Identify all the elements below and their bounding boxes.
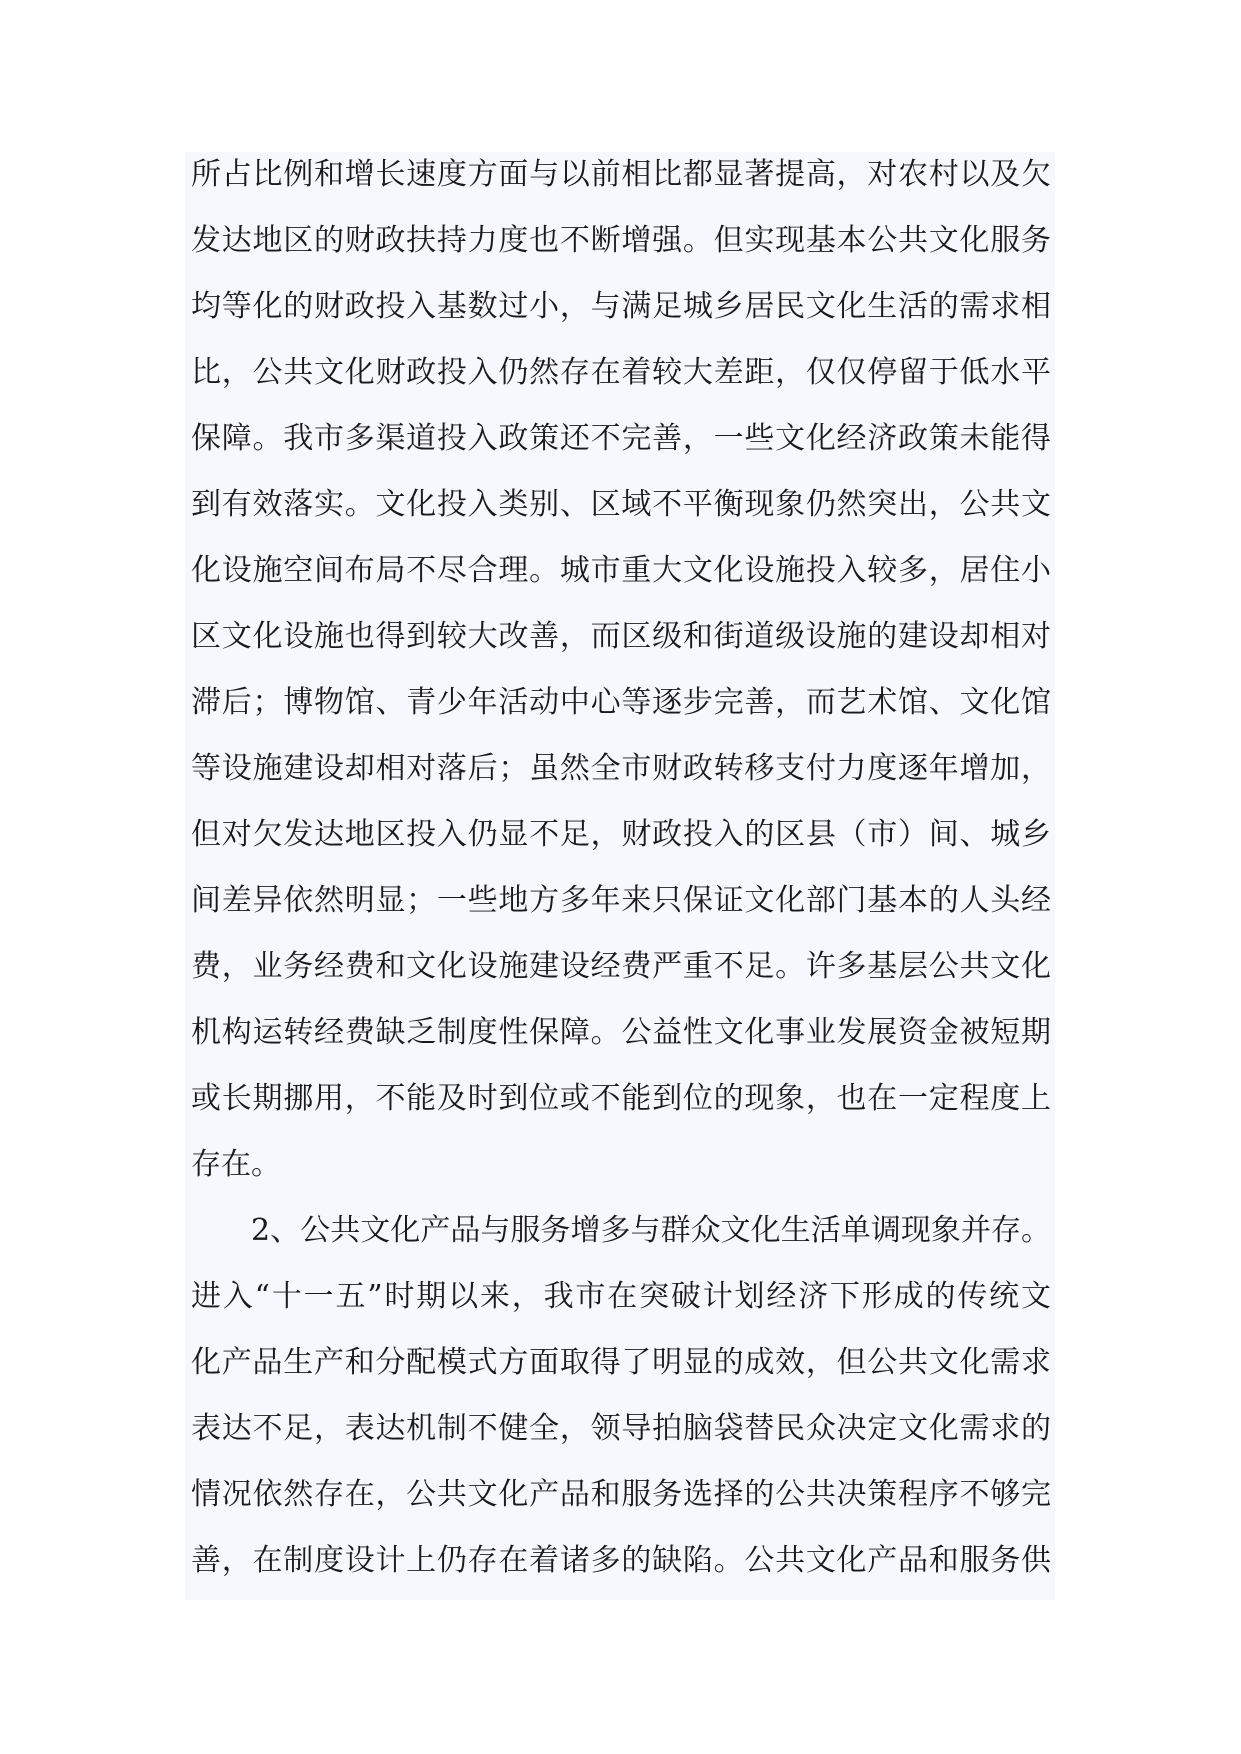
- text-line: 化设施空间布局不尽合理。城市重大文化设施投入较多，居住小: [191, 553, 1051, 588]
- text-line: 区文化设施也得到较大改善，而区级和街道级设施的建设却相对: [191, 619, 1051, 654]
- text-line: 善，在制度设计上仍存在着诸多的缺陷。公共文化产品和服务供: [191, 1543, 1051, 1578]
- text-line: 表达不足，表达机制不健全，领导拍脑袋替民众决定文化需求的: [191, 1411, 1051, 1446]
- text-line: 均等化的财政投入基数过小，与满足城乡居民文化生活的需求相: [191, 289, 1051, 324]
- text-line: 发达地区的财政扶持力度也不断增强。但实现基本公共文化服务: [191, 223, 1051, 258]
- text-line: 存在。: [191, 1147, 281, 1182]
- text-line: 滞后；博物馆、青少年活动中心等逐步完善，而艺术馆、文化馆: [191, 685, 1051, 720]
- text-line: 化产品生产和分配模式方面取得了明显的成效，但公共文化需求: [191, 1345, 1051, 1380]
- text-line: 情况依然存在，公共文化产品和服务选择的公共决策程序不够完: [191, 1477, 1051, 1512]
- text-line: 所占比例和增长速度方面与以前相比都显著提高，对农村以及欠: [191, 157, 1051, 192]
- text-line: 机构运转经费缺乏制度性保障。公益性文化事业发展资金被短期: [191, 1015, 1051, 1050]
- text-line: 但对欠发达地区投入仍显不足，财政投入的区县（市）间、城乡: [191, 817, 1051, 852]
- text-line: 间差异依然明显；一些地方多年来只保证文化部门基本的人头经: [191, 883, 1051, 918]
- document-text-block: [185, 152, 1055, 1600]
- text-line: 进入“十一五”时期以来，我市在突破计划经济下形成的传统文: [191, 1279, 1051, 1314]
- section-heading-line: 2、公共文化产品与服务增多与群众文化生活单调现象并存。: [251, 1213, 1051, 1248]
- text-line: 等设施建设却相对落后；虽然全市财政转移支付力度逐年增加，: [191, 751, 1051, 786]
- text-line: 到有效落实。文化投入类别、区域不平衡现象仍然突出，公共文: [191, 487, 1051, 522]
- text-line: 比，公共文化财政投入仍然存在着较大差距，仅仅停留于低水平: [191, 355, 1051, 390]
- text-line: 费，业务经费和文化设施建设经费严重不足。许多基层公共文化: [191, 949, 1051, 984]
- text-line: 保障。我市多渠道投入政策还不完善，一些文化经济政策未能得: [191, 421, 1051, 456]
- text-line: 或长期挪用，不能及时到位或不能到位的现象，也在一定程度上: [191, 1081, 1051, 1116]
